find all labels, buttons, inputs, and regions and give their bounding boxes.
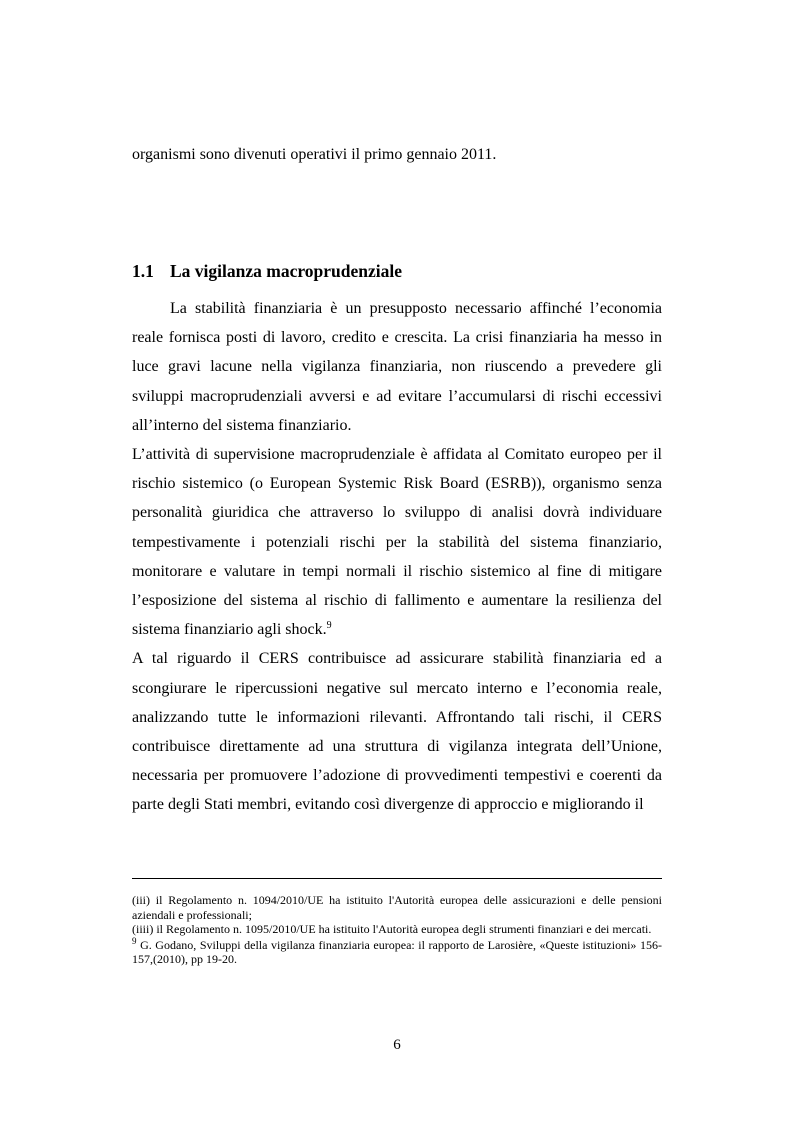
- section-body: [132, 294, 662, 820]
- section-heading: [132, 258, 662, 284]
- paragraph-1: La stabilità finanziaria è un presupposto necessario affinché l’economia reale fornisca posti di lavoro, credito e crescita. La crisi finanziaria ha messo in luce gravi lacune nella vigilanza finanziaria, non riuscendo a prevedere gli sviluppi macroprudenziali avversi e ad evitare l’accumularsi di rischi eccessivi all’interno del sistema finanziario.: [132, 300, 662, 434]
- footnotes: [132, 893, 662, 967]
- section-number: 1.1: [132, 261, 154, 281]
- carryover-text: organismi sono divenuti operativi il primo gennaio 2011.: [132, 146, 497, 163]
- footnote-reference-9[interactable]: 9: [326, 620, 332, 632]
- paragraph-3: A tal riguardo il CERS contribuisce ad assicurare stabilità finanziaria ed a scongiurare le ripercussioni negative sul mercato interno e l’economia reale, analizzando tutte le informazioni rilevanti. Affrontando tali rischi, il CERS contribuisce direttamente ad una struttura di vigilanza integrata dell’Unione, necessaria per promuovere l’adozione di provvedimenti tempestivi e coerenti da parte degli Stati membri, evitando così divergenze di approccio e migliorando il: [132, 650, 662, 814]
- footnote-9-mark: 9: [132, 935, 137, 946]
- footnote-item: (iiii) il Regolamento n. 1095/2010/UE ha istituito l'Autorità europea degli strumenti finanziari e dei mercati.: [132, 922, 652, 937]
- footnote-item: (iii) il Regolamento n. 1094/2010/UE ha istituito l'Autorità europea delle assicurazioni e delle pensioni aziendali e professionali;: [132, 893, 662, 922]
- section-title: La vigilanza macroprudenziale: [170, 261, 403, 281]
- paragraph-2: [132, 440, 662, 644]
- paragraph-2-text: L’attività di supervisione macroprudenziale è affidata al Comitato europeo per il rischio sistemico (o European Systemic Risk Board (ESRB)), organismo senza personalità giuridica che attraverso lo sviluppo di analisi dovrà individuare tempestivamente i potenziali rischi per la stabilità del sistema finanziario, monitorare e valutare in tempi normali il rischio sistemico al fine di mitigare l’esposizione del sistema al rischio di fallimento e aumentare la resilienza del sistema finanziario agli shock.: [132, 446, 662, 639]
- footnote-9-text: G. Godano, Sviluppi della vigilanza finanziaria europea: il rapporto de Larosière, «Queste istituzioni» 156-157,(2010), pp 19-20.: [132, 937, 662, 967]
- footnote-9: [132, 935, 662, 967]
- page-number: 6: [393, 1037, 401, 1053]
- footnote-separator: [132, 878, 662, 879]
